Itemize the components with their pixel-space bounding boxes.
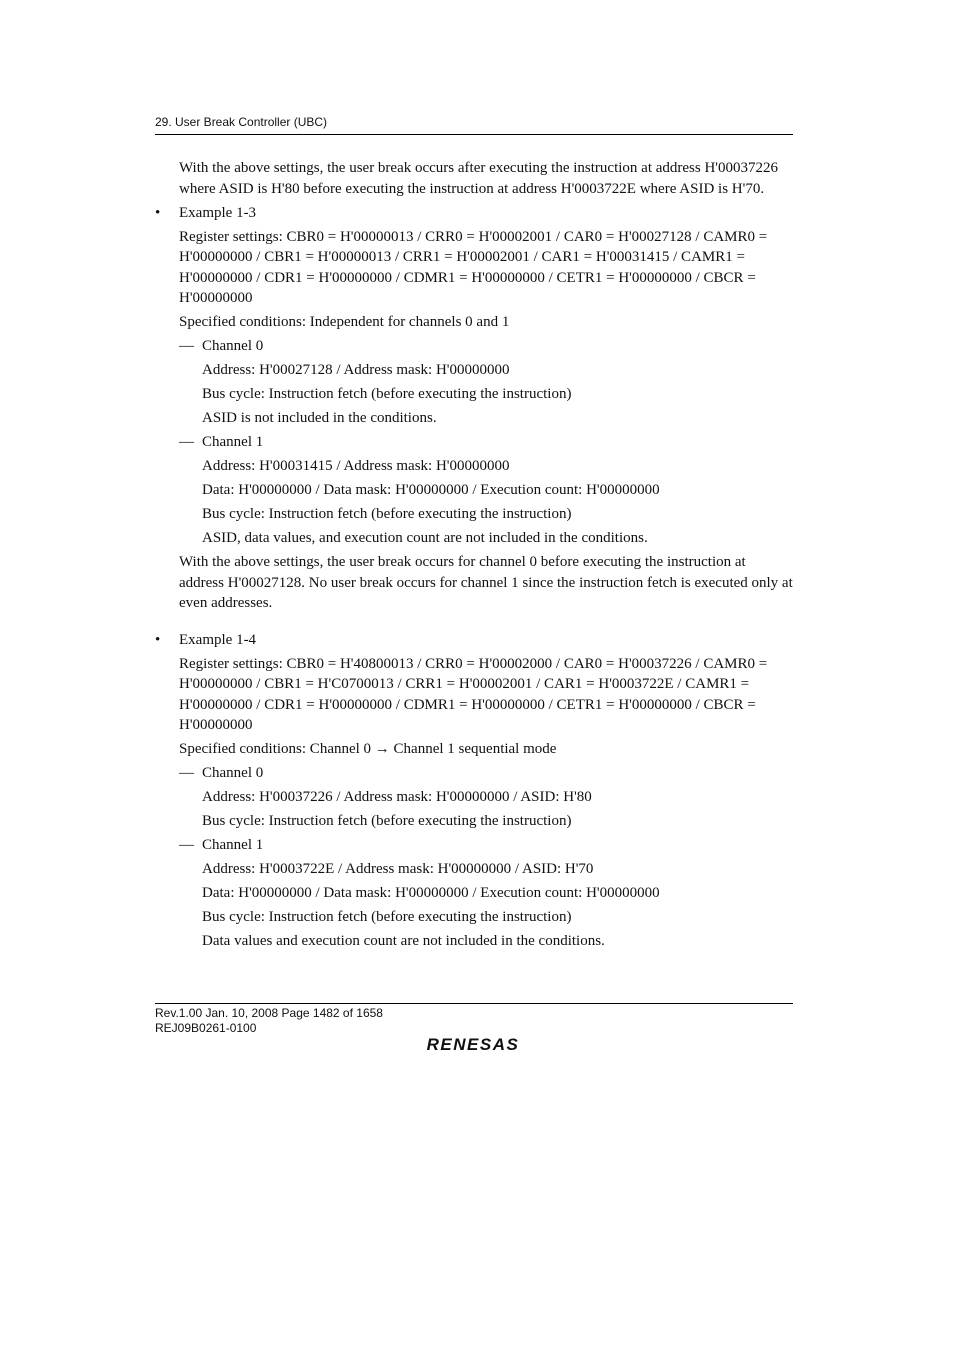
dash-icon: — (179, 338, 194, 354)
specified-conditions: Specified conditions: Channel 0 → Channel 1 sequential mode (179, 741, 557, 757)
channel-detail: Address: H'00037226 / Address mask: H'00000000 / ASID: H'80 (202, 789, 592, 805)
dash-icon: — (179, 837, 194, 853)
intro-paragraph: With the above settings, the user break occurs after executing the instruction at address H'00037226 where ASID is H'80 before executing the instruction at address H'0003722E where ASID is H'70. (179, 160, 779, 197)
channel-detail: Data: H'00000000 / Data mask: H'00000000 / Execution count: H'00000000 (202, 482, 660, 498)
channel-detail: Bus cycle: Instruction fetch (before executing the instruction) (202, 813, 572, 829)
example-title: Example 1-4 (179, 631, 257, 648)
summary-paragraph: With the above settings, the user break occurs for channel 0 before executing the instruction at address H'00027128. No user break occurs for channel 1 since the instruction fetch is executed only at even addresses. (179, 554, 793, 611)
channel-detail: Address: H'00027128 / Address mask: H'00000000 (202, 362, 510, 378)
document-id: REJ09B0261-0100 (155, 1021, 257, 1035)
register-settings: Register settings: CBR0 = H'40800013 / CRR0 = H'00002000 / CAR0 = H'00037226 / CAMR0 = H'00000000 / CBR1 = H'C0700013 / CRR1 = H'00002001 / CAR1 = H'0003722E / CAMR1 = H'00000000 / CDR1 = H'00000000 / CDMR1 = H'00000000 / CETR1 = H'00000000 / CBCR = H'00000000 (179, 655, 768, 733)
revision-line: Rev.1.00 Jan. 10, 2008 Page 1482 of 1658 (155, 1006, 383, 1020)
channel-detail: ASID, data values, and execution count are not included in the conditions. (202, 530, 648, 546)
channel-label: Channel 0 (202, 765, 264, 781)
channel-1-heading (155, 432, 793, 453)
channel-detail: Bus cycle: Instruction fetch (before executing the instruction) (202, 909, 572, 925)
section-title: 29. User Break Controller (UBC) (155, 115, 328, 129)
channel-1-heading (155, 835, 793, 856)
register-settings: Register settings: CBR0 = H'00000013 / CRR0 = H'00002001 / CAR0 = H'00027128 / CAMR0 = H'00000000 / CBR1 = H'00000013 / CRR1 = H'00002001 / CAR1 = H'00031415 / CAMR1 = H'00000000 / CDR1 = H'00000000 / CDMR1 = H'00000000 / CETR1 = H'00000000 / CBCR = H'00000000 (179, 228, 768, 306)
page-footer (155, 1003, 793, 1036)
channel-label: Channel 0 (202, 338, 264, 354)
document-body (155, 158, 793, 952)
channel-detail: Data values and execution count are not included in the conditions. (202, 933, 605, 949)
channel-0-heading (155, 336, 793, 357)
bullet-icon: • (155, 204, 161, 221)
example-title: Example 1-3 (179, 204, 257, 221)
bullet-icon: • (155, 631, 161, 648)
example-1-3-heading (155, 203, 793, 224)
channel-label: Channel 1 (202, 837, 264, 853)
specified-conditions: Specified conditions: Independent for channels 0 and 1 (179, 314, 510, 330)
dash-icon: — (179, 765, 194, 781)
channel-label: Channel 1 (202, 434, 264, 450)
page-header (155, 114, 793, 135)
dash-icon: — (179, 434, 194, 450)
channel-0-heading (155, 763, 793, 784)
channel-detail: Address: H'00031415 / Address mask: H'00000000 (202, 458, 510, 474)
channel-detail: ASID is not included in the conditions. (202, 410, 437, 426)
example-1-4-heading (155, 630, 793, 651)
logo-text: RENESAS (426, 1035, 520, 1054)
channel-detail: Bus cycle: Instruction fetch (before executing the instruction) (202, 386, 572, 402)
channel-detail: Data: H'00000000 / Data mask: H'00000000 / Execution count: H'00000000 (202, 885, 660, 901)
renesas-logo (413, 1033, 533, 1055)
channel-detail: Bus cycle: Instruction fetch (before executing the instruction) (202, 506, 572, 522)
channel-detail: Address: H'0003722E / Address mask: H'00000000 / ASID: H'70 (202, 861, 594, 877)
